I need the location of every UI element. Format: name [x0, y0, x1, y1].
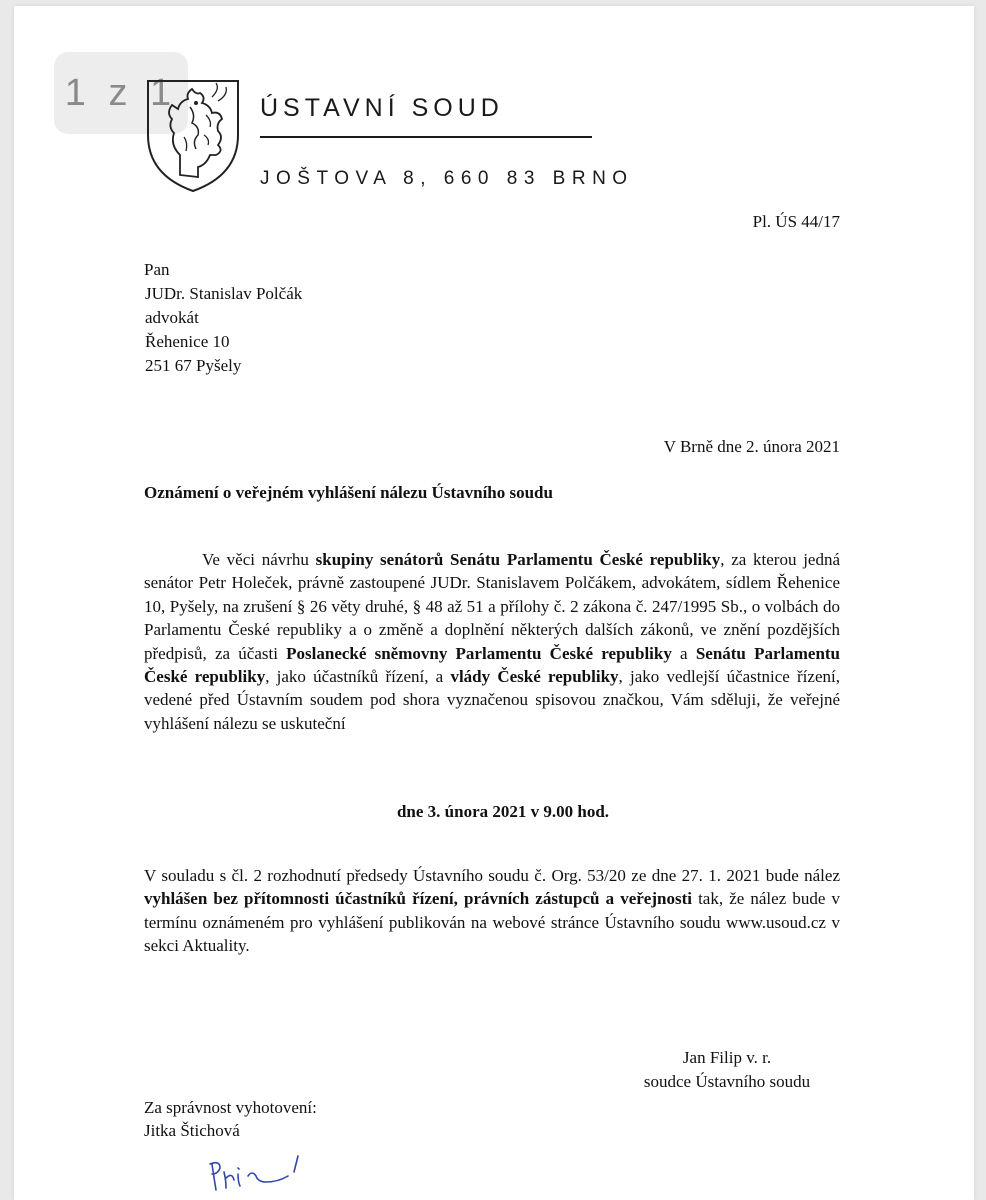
- header-divider: [260, 136, 592, 138]
- certification-name: Jitka Štichová: [144, 1121, 240, 1140]
- recipient-city: 251 67 Pyšely: [145, 356, 242, 375]
- signatory-title: soudce Ústavního soudu: [643, 1072, 811, 1091]
- body-text: , jako vedlejší účastnice řízení, vedené před Ústavním soudem pod shora vyznačenou spisovou značkou, Vám sděluji, že veřejné vyhlášení nálezu se uskuteční: [144, 667, 840, 733]
- document-subject: Oznámení o veřejném vyhlášení nálezu Ústavního soudu: [144, 483, 553, 502]
- publication-bold-text: vyhlášen bez přítomnosti účastníků řízení, právních zástupců a veřejnosti: [144, 889, 692, 909]
- page-counter-badge: 1 z 1: [54, 52, 188, 134]
- czech-lion-emblem-icon: [140, 75, 246, 195]
- certification-block: [144, 1096, 317, 1142]
- certification-label: Za správnost vyhotovení:: [144, 1098, 317, 1117]
- signatory-name: Jan Filip v. r.: [682, 1048, 772, 1067]
- body-text: Ve věci návrhu: [202, 550, 316, 569]
- body-bold-text: skupiny senátorů Senátu Parlamentu České republiky: [315, 550, 721, 569]
- court-address: JOŠTOVA 8, 660 83 BRNO: [260, 168, 634, 189]
- publication-text: tak, že nález bude v termínu oznámeném pro vyhlášení publikován na webové stránce Ústavního soudu www.usoud.cz v sekci Aktuality.: [144, 889, 840, 956]
- recipient-name: JUDr. Stanislav Polčák: [145, 284, 303, 303]
- recipient-salutation: Pan: [144, 260, 170, 279]
- recipient-street: Řehenice 10: [145, 332, 230, 351]
- publication-text: V souladu s čl. 2 rozhodnutí předsedy Ústavního soudu č. Org. 53/20 ze dne 27. 1. 2021 bude nález: [144, 866, 840, 885]
- handwritten-signature: [204, 1150, 314, 1196]
- publication-paragraph: [144, 864, 840, 958]
- court-name: ÚSTAVNÍ SOUD: [260, 94, 504, 122]
- recipient-profession: advokát: [145, 308, 199, 327]
- body-text: a: [671, 643, 696, 663]
- body-bold-text: vlády České republiky: [450, 667, 619, 687]
- case-number: Pl. ÚS 44/17: [752, 212, 840, 231]
- body-text: , jako účastníků řízení, a: [265, 667, 451, 687]
- signatory-block: [627, 1046, 827, 1094]
- document-date: V Brně dne 2. února 2021: [663, 437, 840, 456]
- announcement-datetime: dne 3. února 2021 v 9.00 hod.: [396, 802, 610, 821]
- body-bold-text: Senátu Parlamentu České republiky: [144, 643, 841, 687]
- body-paragraph: [144, 548, 840, 735]
- body-bold-text: Poslanecké sněmovny Parlamentu České republiky: [286, 643, 672, 663]
- recipient-address: [144, 258, 302, 378]
- body-text: , za kterou jedná senátor Petr Holeček, právně zastoupené JUDr. Stanislavem Polčákem, advokátem, sídlem Řehenice 10, Pyšely, na zrušení § 26 věty druhé, § 48 až 51 a přílohy č. 2 zákona č. 247/1995 Sb., o volbách do Parlamentu České republiky a o změně a doplnění některých dalších zákonů, ve znění pozdějších předpisů, za účasti: [144, 550, 841, 663]
